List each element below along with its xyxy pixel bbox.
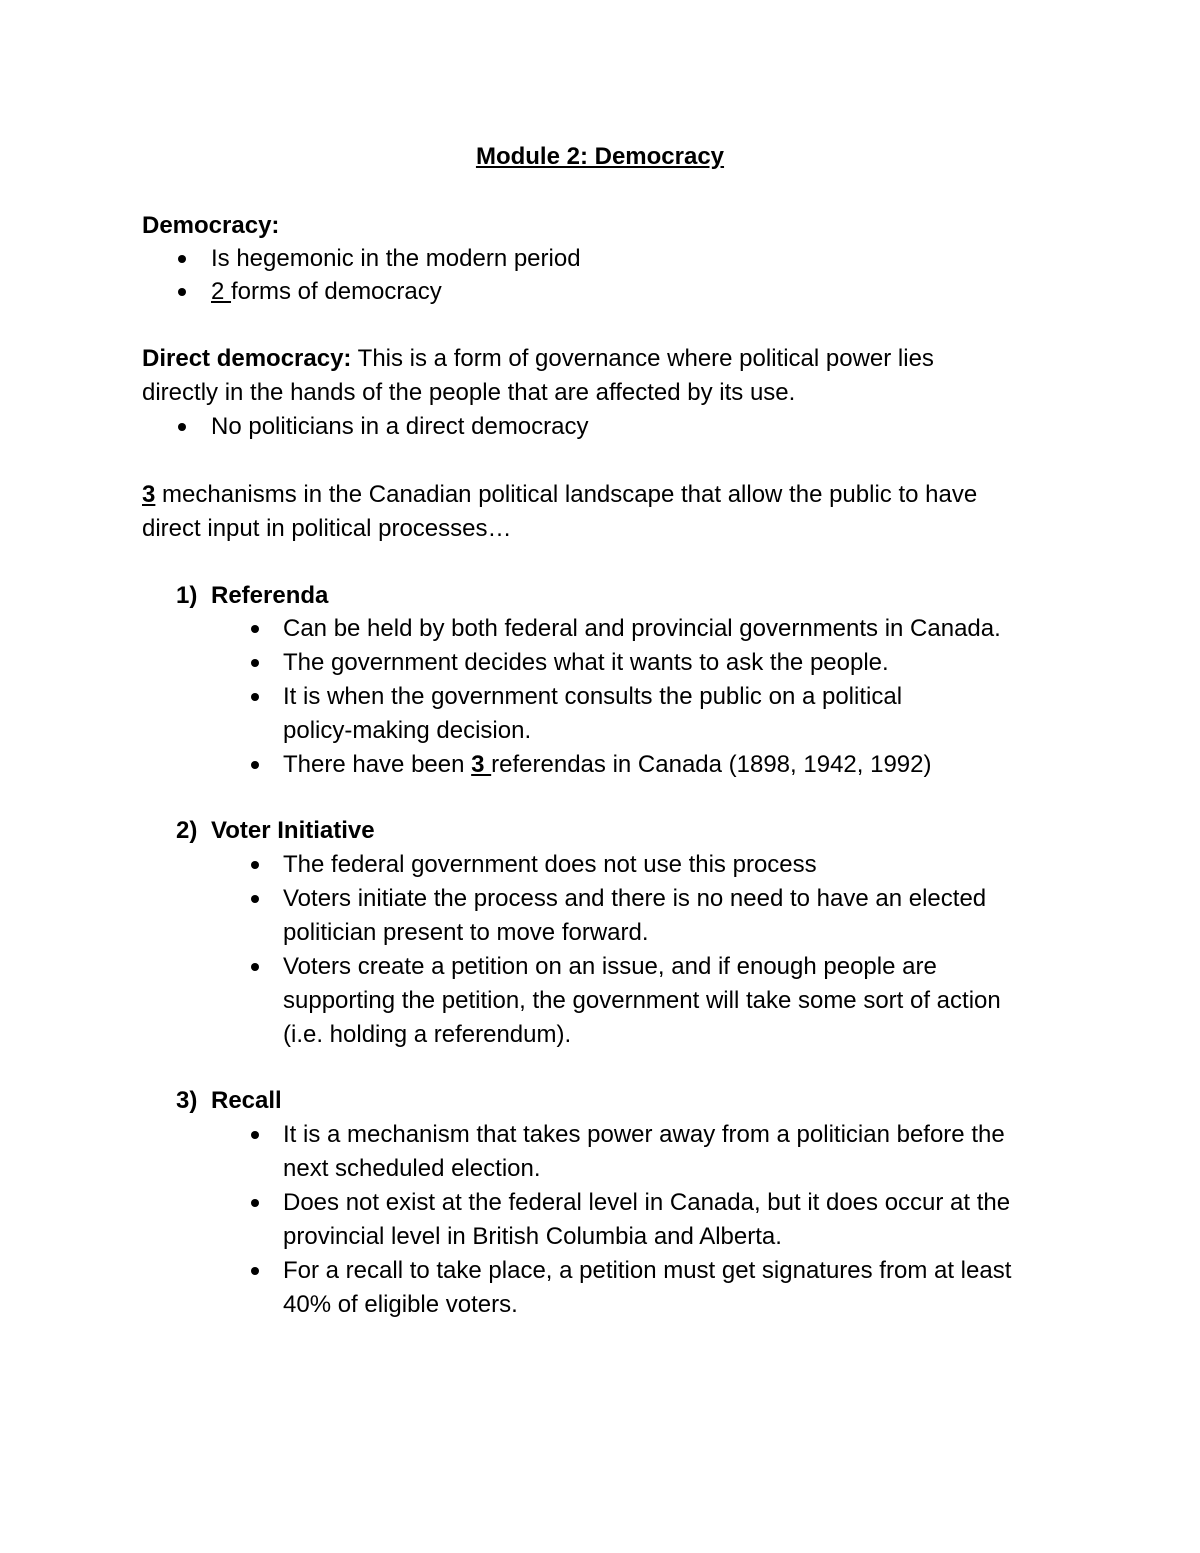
bullet-icon: [251, 761, 259, 769]
bullet-icon: [251, 861, 259, 869]
democracy-bullet-1: Is hegemonic in the modern period: [211, 245, 581, 272]
referenda-bullet-4: [283, 748, 931, 782]
recall-heading: Recall: [211, 1087, 282, 1114]
voter-initiative-heading: Voter Initiative: [211, 817, 375, 844]
voter-bullet-3-line-3: (i.e. holding a referendum).: [283, 1021, 572, 1048]
bullet-icon: [251, 625, 259, 633]
mechanisms-text: mechanisms in the Canadian political landscape that allow the public to have: [155, 481, 978, 508]
referenda-count: 3: [471, 751, 492, 778]
direct-democracy-line-2: directly in the hands of the people that are affected by its use.: [142, 379, 796, 406]
recall-bullet-1-line-1: It is a mechanism that takes power away from a politician before the: [283, 1121, 1005, 1148]
bullet-icon: [178, 255, 186, 263]
voter-bullet-3-line-2: supporting the petition, the government will take some sort of action: [283, 987, 1001, 1014]
recall-bullet-3-line-2: 40% of eligible voters.: [283, 1291, 518, 1318]
voter-bullet-3-line-1: Voters create a petition on an issue, and if enough people are: [283, 953, 937, 980]
referenda-heading: Referenda: [211, 582, 329, 609]
voter-initiative-number: 2): [176, 817, 198, 844]
bullet-icon: [251, 1199, 259, 1207]
bullet-icon: [178, 423, 186, 431]
recall-bullet-3-line-1: For a recall to take place, a petition must get signatures from at least: [283, 1257, 1012, 1284]
bullet-icon: [251, 1131, 259, 1139]
referenda-count-pre: There have been: [283, 751, 472, 778]
referenda-bullet-3-line-2: policy-making decision.: [283, 717, 532, 744]
recall-bullet-2-line-1: Does not exist at the federal level in Canada, but it does occur at the: [283, 1189, 1011, 1216]
bullet-icon: [251, 895, 259, 903]
recall-number: 3): [176, 1087, 198, 1114]
page-title: Module 2: Democracy: [475, 143, 725, 170]
recall-bullet-1-line-2: next scheduled election.: [283, 1155, 541, 1182]
referenda-number: 1): [176, 582, 198, 609]
referenda-bullet-2: The government decides what it wants to ask the people.: [283, 649, 889, 676]
bullet-icon: [251, 693, 259, 701]
referenda-bullet-3-line-1: It is when the government consults the public on a political: [283, 683, 903, 710]
bullet-icon: [178, 288, 186, 296]
voter-bullet-2-line-1: Voters initiate the process and there is no need to have an elected: [283, 885, 987, 912]
direct-democracy-text: This is a form of governance where political power lies: [351, 345, 934, 372]
forms-count: 2: [211, 278, 232, 305]
mechanisms-count: 3: [142, 481, 156, 508]
democracy-heading: Democracy:: [142, 212, 280, 239]
referenda-bullet-1: Can be held by both federal and provincial governments in Canada.: [283, 615, 1001, 642]
bullet-icon: [251, 963, 259, 971]
bullet-icon: [251, 659, 259, 667]
forms-text: forms of democracy: [231, 278, 442, 305]
direct-democracy-label: Direct democracy:: [142, 345, 352, 372]
democracy-bullet-2: [211, 275, 442, 309]
direct-democracy-bullet: No politicians in a direct democracy: [211, 413, 589, 440]
direct-democracy-line-1: [142, 342, 934, 376]
mechanisms-line-1: [142, 478, 977, 512]
bullet-icon: [251, 1267, 259, 1275]
referenda-count-post: referendas in Canada (1898, 1942, 1992): [491, 751, 932, 778]
voter-bullet-2-line-2: politician present to move forward.: [283, 919, 649, 946]
voter-bullet-1: The federal government does not use this process: [283, 851, 817, 878]
mechanisms-line-2: direct input in political processes…: [142, 515, 512, 542]
recall-bullet-2-line-2: provincial level in British Columbia and Alberta.: [283, 1223, 782, 1250]
